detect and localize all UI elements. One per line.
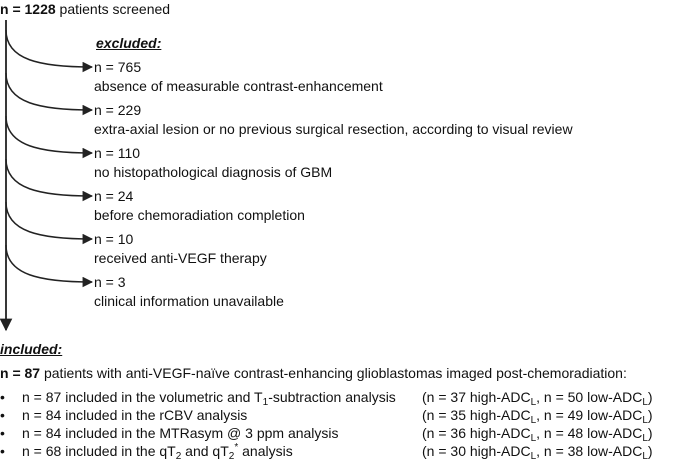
- bullet: •: [0, 425, 5, 441]
- screened-label: patients screened: [59, 1, 171, 17]
- exclusion-count: n = 229: [94, 102, 142, 118]
- analysis-row: [0, 407, 685, 424]
- analysis-row: [0, 425, 685, 442]
- analysis-description: n = 84 included in the MTRasym @ 3 ppm analysis: [22, 425, 339, 441]
- analysis-group-counts: (n = 37 high-$ADC_L$, n = 50 low-$ADC_L$): [422, 389, 653, 408]
- screened-line: [0, 1, 170, 17]
- bullet: •: [0, 407, 5, 423]
- included-label: patients with anti-VEGF-naïve contrast-enhancing glioblastomas imaged post-chemoradiation:: [43, 365, 627, 381]
- exclusion-reason: clinical information unavailable: [94, 293, 284, 309]
- analysis-description: n = 84 included in the rCBV analysis: [22, 407, 248, 423]
- included-count: n = 87: [0, 365, 41, 381]
- exclusion-branch-arrow: [6, 30, 92, 67]
- analysis-description: n = 87 included in the volumetric and $T_1$-subtraction analysis: [22, 389, 396, 408]
- exclusion-branch-arrow: [6, 116, 92, 153]
- exclusion-branch-arrow: [6, 245, 92, 282]
- excluded-heading: excluded:: [96, 35, 162, 51]
- analysis-description: n = 68 included in the $qT_2$ and $qT_2^*$ analysis: [22, 442, 293, 462]
- exclusion-reason: before chemoradiation completion: [94, 207, 305, 223]
- exclusion-count: n = 765: [94, 59, 142, 75]
- analysis-row: [0, 443, 685, 460]
- exclusion-reason: extra-axial lesion or no previous surgical resection, according to visual review: [94, 121, 573, 137]
- analysis-group-counts: (n = 36 high-$ADC_L$, n = 48 low-$ADC_L$): [422, 425, 653, 444]
- included-heading: included:: [0, 341, 63, 357]
- analysis-group-counts: (n = 30 high-$ADC_L$, n = 38 low-$ADC_L$): [422, 443, 653, 462]
- analysis-row: [0, 389, 685, 406]
- exclusion-reason: no histopathological diagnosis of GBM: [94, 164, 333, 180]
- exclusion-branch-arrow: [6, 159, 92, 196]
- bullet: •: [0, 443, 5, 459]
- exclusion-reason: absence of measurable contrast-enhancement: [94, 78, 383, 94]
- bullet: •: [0, 389, 5, 405]
- analysis-group-counts: (n = 35 high-$ADC_L$, n = 49 low-$ADC_L$): [422, 407, 653, 426]
- exclusion-branches: [6, 30, 92, 282]
- exclusion-count: n = 3: [94, 274, 126, 290]
- exclusion-branch-arrow: [6, 73, 92, 110]
- exclusion-count: n = 24: [94, 188, 134, 204]
- exclusion-branch-arrow: [6, 202, 92, 239]
- exclusion-count: n = 10: [94, 231, 134, 247]
- included-summary: [0, 365, 627, 381]
- exclusion-reason: received anti-VEGF therapy: [94, 250, 267, 266]
- exclusion-count: n = 110: [94, 145, 141, 161]
- screened-count: n = 1228: [0, 1, 56, 17]
